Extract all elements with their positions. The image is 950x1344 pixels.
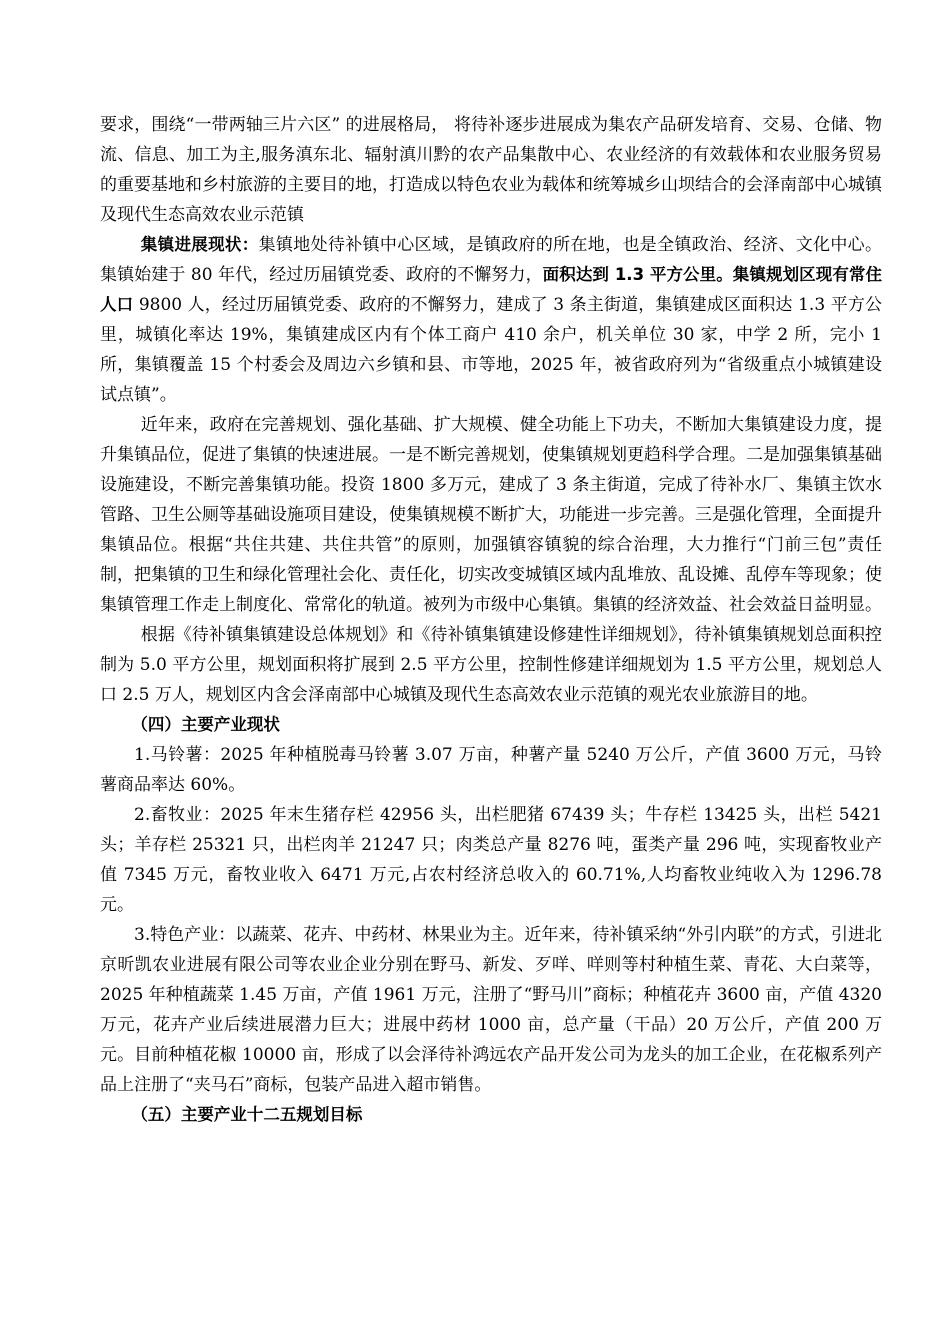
town-status-text-a: 集镇地处待补镇中心区域，是镇政府的所在地，也是全镇政治、经济、文化中心。集镇始建于 80 年代，经过历届镇党委、政府的不懈努力， xyxy=(100,235,883,285)
section-heading-industry-plan: （五）主要产业十二五规划目标 xyxy=(131,1105,363,1124)
paragraph-town-status xyxy=(100,230,882,410)
document-page xyxy=(100,110,882,1130)
town-status-text-b: 9800 人，经过历届镇党委、政府的不懈努力，建成了 3 条主街道，集镇建成区面积达 1.3 平方公里，城镇化率达 19%，集镇建成区内有个体工商户 410 余户，机关单位 30 家，中学 2 所，完小 1 所，集镇覆盖 15 个村委会及周边六乡镇和县、市等地，2025 年，被省政府列为“省级重点小城镇建设试点镇”。 xyxy=(100,295,882,405)
paragraph-livestock: 2.畜牧业：2025 年末生猪存栏 42956 头，出栏肥猪 67439 头；牛存栏 13425 头，出栏 5421 头；羊存栏 25321 只，出栏肉羊 21247 只；肉类总产量 8276 吨，蛋类产量 296 吨，实现畜牧业产值 7345 万元，畜牧业收入 6471 万元,占农村经济总收入的 60.71%,人均畜牧业纯收入为 1296.78 元。 xyxy=(100,805,882,915)
paragraph-recent-years: 近年来，政府在完善规划、强化基础、扩大规模、健全功能上下功夫，不断加大集镇建设力度，提升集镇品位，促进了集镇的快速进展。一是不断完善规划，使集镇规划更趋科学合理。二是加强集镇基础设施建设，不断完善集镇功能。投资 1800 多万元，建成了 3 条主街道，完成了待补水厂、集镇主饮水管路、卫生公厕等基础设施项目建设，使集镇规模不断扩大，功能进一步完善。三是强化管理，全面提升集镇品位。根据“共住共建、共住共管”的原则，加强镇容镇貌的综合治理，大力推行“门前三包”责任制，把集镇的卫生和绿化管理社会化、责任化，切实改变城镇区域内乱堆放、乱设摊、乱停车等现象；使集镇管理工作走上制度化、常常化的轨道。被列为市级中心集镇。集镇的经济效益、社会效益日益明显。 xyxy=(100,415,882,615)
paragraph-development-goal: 要求，围绕“一带两轴三片六区” 的进展格局， 将待补逐步进展成为集农产品研发培育、交易、仓储、物流、信息、加工为主,服务滇东北、辐射滇川黔的农产品集散中心、农业经济的有效载体和农业服务贸易的重要基地和乡村旅游的主要目的地，打造成以特色农业为载体和统筹城乡山坝结合的会泽南部中心城镇及现代生态高效农业示范镇 xyxy=(100,115,882,225)
section-heading-industry-status: （四）主要产业现状 xyxy=(131,715,280,734)
paragraph-specialty-industry: 3.特色产业：以蔬菜、花卉、中药材、林果业为主。近年来，待补镇采纳“外引内联”的方式，引进北京昕凯农业进展有限公司等农业企业分别在野马、新发、歹咩、咩则等村种植生菜、青花、大白菜等，2025 年种植蔬菜 1.45 万亩，产值 1961 万元，注册了“野马川”商标；种植花卉 3600 亩，产值 4320 万元，花卉产业后续进展潜力巨大；进展中药材 1000 亩，总产量（干品）20 万公斤，产值 200 万元。目前种植花椒 10000 亩，形成了以会泽待补鸿远农产品开发公司为龙头的加工企业，在花椒系列产品上注册了“夹马石”商标，包装产品进入超市销售。 xyxy=(100,925,882,1095)
paragraph-planning: 根据《待补镇集镇建设总体规划》和《待补镇集镇建设修建性详细规划》，待补镇集镇规划总面积控制为 5.0 平方公里，规划面积将扩展到 2.5 平方公里，控制性修建详细规划为 1.5 平方公里，规划总人口 2.5 万人，规划区内含会泽南部中心城镇及现代生态高效农业示范镇的观光农业旅游目的地。 xyxy=(100,625,882,705)
paragraph-potato: 1.马铃薯：2025 年种植脱毒马铃薯 3.07 万亩，种薯产量 5240 万公斤，产值 3600 万元，马铃薯商品率达 60%。 xyxy=(100,745,882,795)
town-status-bold-text: 面积达到 1.3 平方公里。集镇规划区现有常住人口 xyxy=(100,265,882,314)
town-status-label: 集镇进展现状： xyxy=(140,235,259,254)
